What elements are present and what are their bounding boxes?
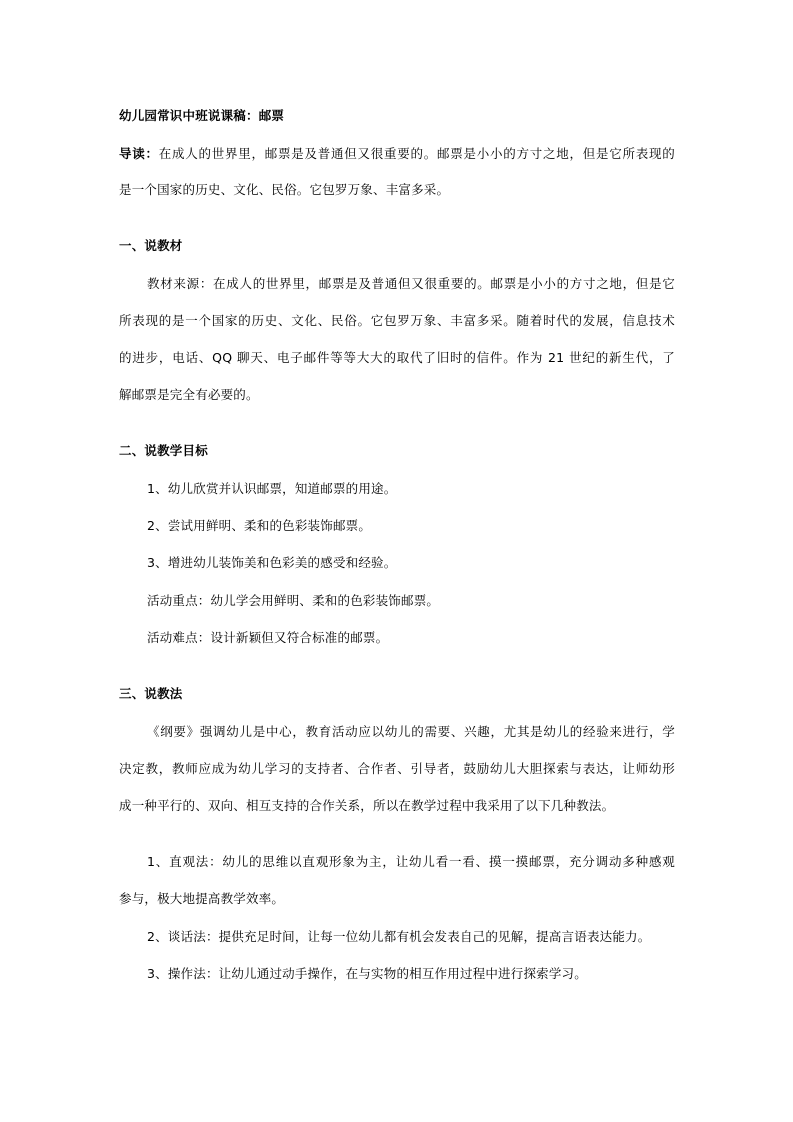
section-1-line-4: 解邮票是完全有必要的。 bbox=[119, 387, 259, 402]
section-3-line-2: 决定教，教师应成为幼儿学习的支持者、合作者、引导者，鼓励幼儿大胆探索与表达，让师幼形 bbox=[119, 761, 675, 776]
objective-3: 3、增进幼儿装饰美和色彩美的感受和经验。 bbox=[147, 555, 397, 570]
section-3-line-1: 《纲要》强调幼儿是中心，教育活动应以幼儿的需要、兴趣，尤其是幼儿的经验来进行，学 bbox=[147, 724, 675, 739]
objective-1: 1、幼儿欣赏并认识邮票，知道邮票的用途。 bbox=[147, 481, 397, 496]
section-1-line-2: 所表现的是一个国家的历史、文化、民俗。它包罗万象、丰富多采。随着时代的发展，信息技术 bbox=[119, 313, 675, 328]
section-1-line-3: 的进步，电话、QQ 聊天、电子邮件等等大大的取代了旧时的信件。作为 21 世纪的新生代，了 bbox=[119, 350, 675, 365]
method-2: 2、谈话法：提供充足时间，让每一位幼儿都有机会发表自己的见解，提高言语表达能力。 bbox=[147, 929, 651, 944]
section-1-heading: 一、说教材 bbox=[119, 238, 183, 253]
method-3: 3、操作法：让幼儿通过动手操作，在与实物的相互作用过程中进行探索学习。 bbox=[147, 966, 587, 981]
document-title: 幼儿园常识中班说课稿：邮票 bbox=[119, 108, 285, 123]
section-3-line-3: 成一种平行的、双向、相互支持的合作关系，所以在教学过程中我采用了以下几种教法。 bbox=[119, 798, 615, 813]
activity-focus: 活动重点：幼儿学会用鲜明、柔和的色彩装饰邮票。 bbox=[147, 593, 440, 608]
intro-text-1: 在成人的世界里，邮票是及普通但又很重要的。邮票是小小的方寸之地，但是它所表现的 bbox=[158, 146, 675, 161]
section-1-line-1: 教材来源：在成人的世界里，邮票是及普通但又很重要的。邮票是小小的方寸之地，但是它 bbox=[147, 276, 675, 291]
intro-line-2: 是一个国家的历史、文化、民俗。它包罗万象、丰富多采。 bbox=[119, 182, 450, 197]
objective-2: 2、尝试用鲜明、柔和的色彩装饰邮票。 bbox=[147, 518, 372, 533]
section-2-heading: 二、说教学目标 bbox=[119, 443, 208, 458]
section-3-heading: 三、说教法 bbox=[119, 686, 183, 701]
intro-label: 导读： bbox=[119, 146, 159, 161]
method-1-line-1: 1、直观法：幼儿的思维以直观形象为主，让幼儿看一看、摸一摸邮票，充分调动多种感观 bbox=[147, 854, 675, 869]
intro-line-1 bbox=[119, 146, 675, 162]
method-1-line-2: 参与，极大地提高教学效率。 bbox=[119, 891, 285, 906]
activity-difficulty: 活动难点：设计新颖但又符合标准的邮票。 bbox=[147, 630, 389, 645]
